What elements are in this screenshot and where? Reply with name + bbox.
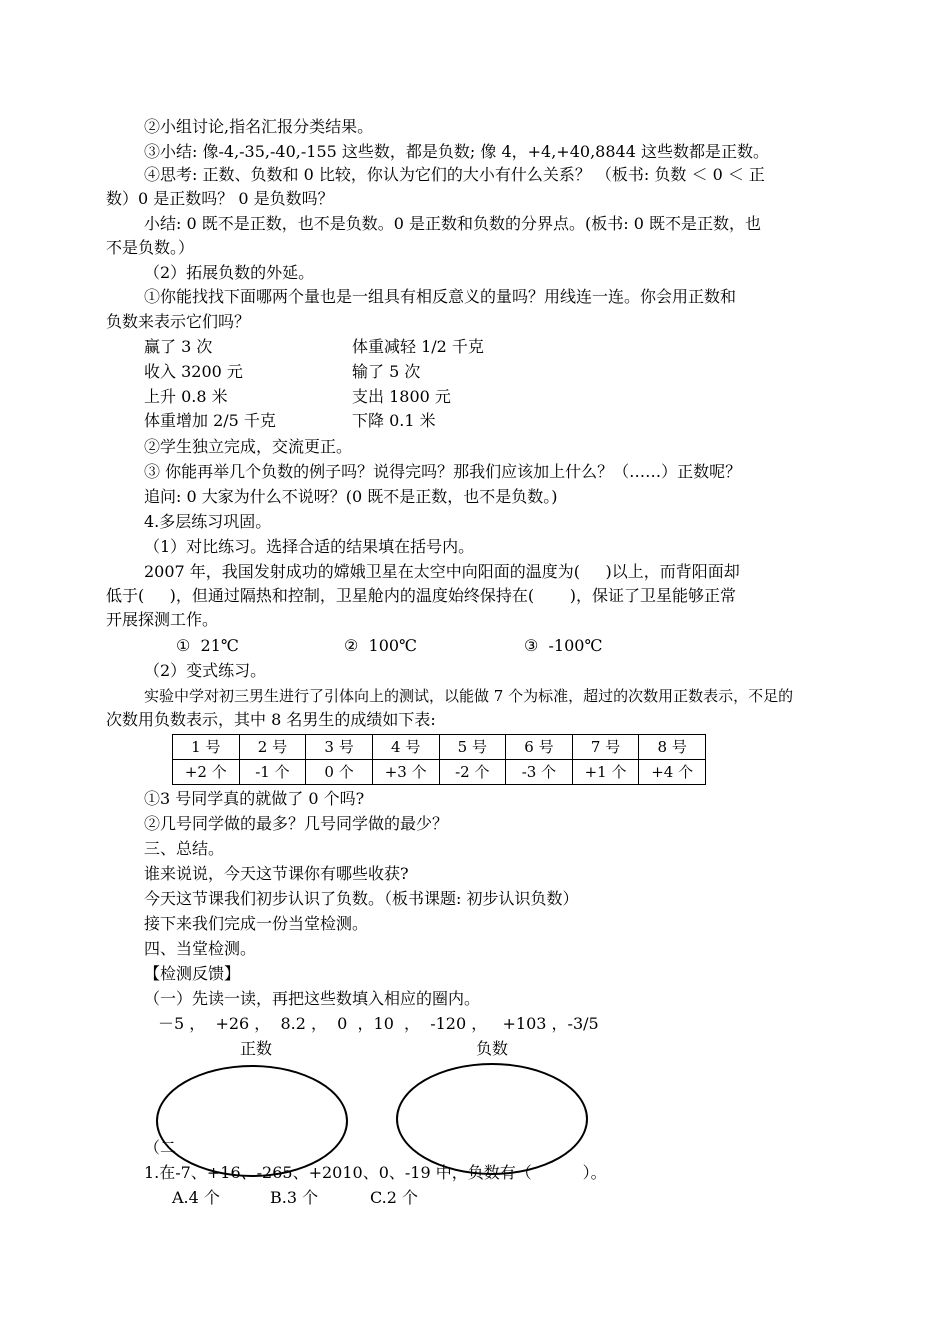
table-cell: +1 个: [572, 760, 639, 785]
paragraph: ③小结: 像-4,-35,-40,-155 这些数，都是负数; 像 4，+4,+40,8844 这些数都是正数。: [144, 142, 769, 161]
paragraph: ③ 你能再举几个负数的例子吗？说得完吗？那我们应该加上什么？（……）正数呢？: [144, 462, 742, 481]
paragraph: ②小组讨论,指名汇报分类结果。: [144, 117, 374, 136]
section-heading: 四、当堂检测。: [144, 939, 257, 958]
section-heading: （2）变式练习。: [144, 661, 267, 680]
table-cell: -1 个: [239, 760, 306, 785]
negative-label: 负数: [476, 1039, 509, 1058]
table-cell: +2 个: [173, 760, 240, 785]
matching-right-item: 输了 5 次: [352, 362, 421, 381]
paragraph: 数）0 是正数吗？ 0 是负数吗？: [106, 189, 334, 208]
exercise-instruction: （一）先读一读，再把这些数填入相应的圈内。: [144, 989, 481, 1008]
positive-label: 正数: [240, 1039, 273, 1058]
paragraph: 谁来说说，今天这节课你有哪些收获?: [144, 864, 409, 883]
paragraph: 负数来表示它们吗？: [106, 312, 251, 331]
section-heading: （2）拓展负数的外延。: [144, 263, 315, 282]
table-header-cell: 4 号: [372, 735, 439, 760]
matching-left-item: 体重增加 2/5 千克: [144, 411, 276, 430]
option-3: ③ -100℃: [524, 636, 603, 655]
choice-b: B.3 个: [270, 1188, 319, 1207]
score-table: [172, 734, 706, 785]
paragraph: 开展探测工作。: [106, 610, 219, 629]
option-1: ① 21℃: [176, 636, 239, 655]
exercise-heading-partial: （二: [144, 1138, 177, 1157]
paragraph: 不是负数。）: [106, 238, 195, 257]
table-row: [173, 760, 706, 785]
table-header-cell: 3 号: [306, 735, 373, 760]
choice-c: C.2 个: [370, 1188, 419, 1207]
section-heading: 4.多层练习巩固。: [144, 512, 272, 531]
table-header-cell: 5 号: [439, 735, 506, 760]
question: 1.在-7、+16、-265、+2010、0、-19 中，负数有（ ）。: [144, 1163, 607, 1182]
matching-left-item: 赢了 3 次: [144, 337, 213, 356]
paragraph: ④思考: 正数、负数和 0 比较，你认为它们的大小有什么关系？ （板书: 负数 ＜ 0 ＜ 正: [144, 165, 765, 184]
table-header-cell: 6 号: [506, 735, 573, 760]
paragraph: 今天这节课我们初步认识了负数。（板书课题: 初步认识负数）: [144, 889, 579, 908]
matching-left-item: 收入 3200 元: [144, 362, 243, 381]
table-row: [173, 735, 706, 760]
table-header-cell: 2 号: [239, 735, 306, 760]
section-heading: （1）对比练习。选择合适的结果填在括号内。: [144, 537, 475, 556]
table-cell: 0 个: [306, 760, 373, 785]
matching-right-item: 体重减轻 1/2 千克: [352, 337, 484, 356]
option-2: ② 100℃: [344, 636, 417, 655]
paragraph: 低于( )，但通过隔热和控制，卫星舱内的温度始终保持在( )，保证了卫星能够正常: [106, 586, 737, 605]
paragraph: 次数用负数表示，其中 8 名男生的成绩如下表:: [106, 710, 436, 729]
paragraph: ①你能找找下面哪两个量也是一组具有相反意义的量吗？用线连一连。你会用正数和: [144, 287, 737, 306]
matching-left-item: 上升 0.8 米: [144, 387, 228, 406]
section-heading: 【检测反馈】: [144, 964, 241, 983]
choice-a: A.4 个: [172, 1188, 220, 1207]
table-header-cell: 8 号: [639, 735, 706, 760]
question: ②几号同学做的最多？几号同学做的最少？: [144, 814, 449, 833]
paragraph: 小结: 0 既不是正数，也不是负数。0 是正数和负数的分界点。(板书: 0 既不是正数，也: [144, 214, 761, 233]
table-cell: -3 个: [506, 760, 573, 785]
section-heading: 三、总结。: [144, 839, 225, 858]
paragraph: 实验中学对初三男生进行了引体向上的测试，以能做 7 个为标准，超过的次数用正数表示，不足的: [144, 687, 794, 705]
paragraph: ②学生独立完成，交流更正。: [144, 437, 353, 456]
negative-circle: [396, 1063, 588, 1175]
matching-right-item: 下降 0.1 米: [352, 411, 436, 430]
positive-circle: [156, 1065, 348, 1177]
paragraph: 接下来我们完成一份当堂检测。: [144, 914, 369, 933]
paragraph: 2007 年，我国发射成功的嫦娥卫星在太空中向阳面的温度为( )以上，而背阳面却: [144, 562, 740, 581]
table-header-cell: 1 号: [173, 735, 240, 760]
table-cell: -2 个: [439, 760, 506, 785]
table-header-cell: 7 号: [572, 735, 639, 760]
paragraph: 追问: 0 大家为什么不说呀？(0 既不是正数，也不是负数。): [144, 487, 558, 506]
table-cell: +3 个: [372, 760, 439, 785]
table-cell: +4 个: [639, 760, 706, 785]
question: ①3 号同学真的就做了 0 个吗?: [144, 789, 365, 808]
matching-right-item: 支出 1800 元: [352, 387, 451, 406]
number-list: －5 ， +26 ， 8.2 ， 0 ，10 ， -120 ， +103 ，-3/5: [158, 1014, 599, 1033]
